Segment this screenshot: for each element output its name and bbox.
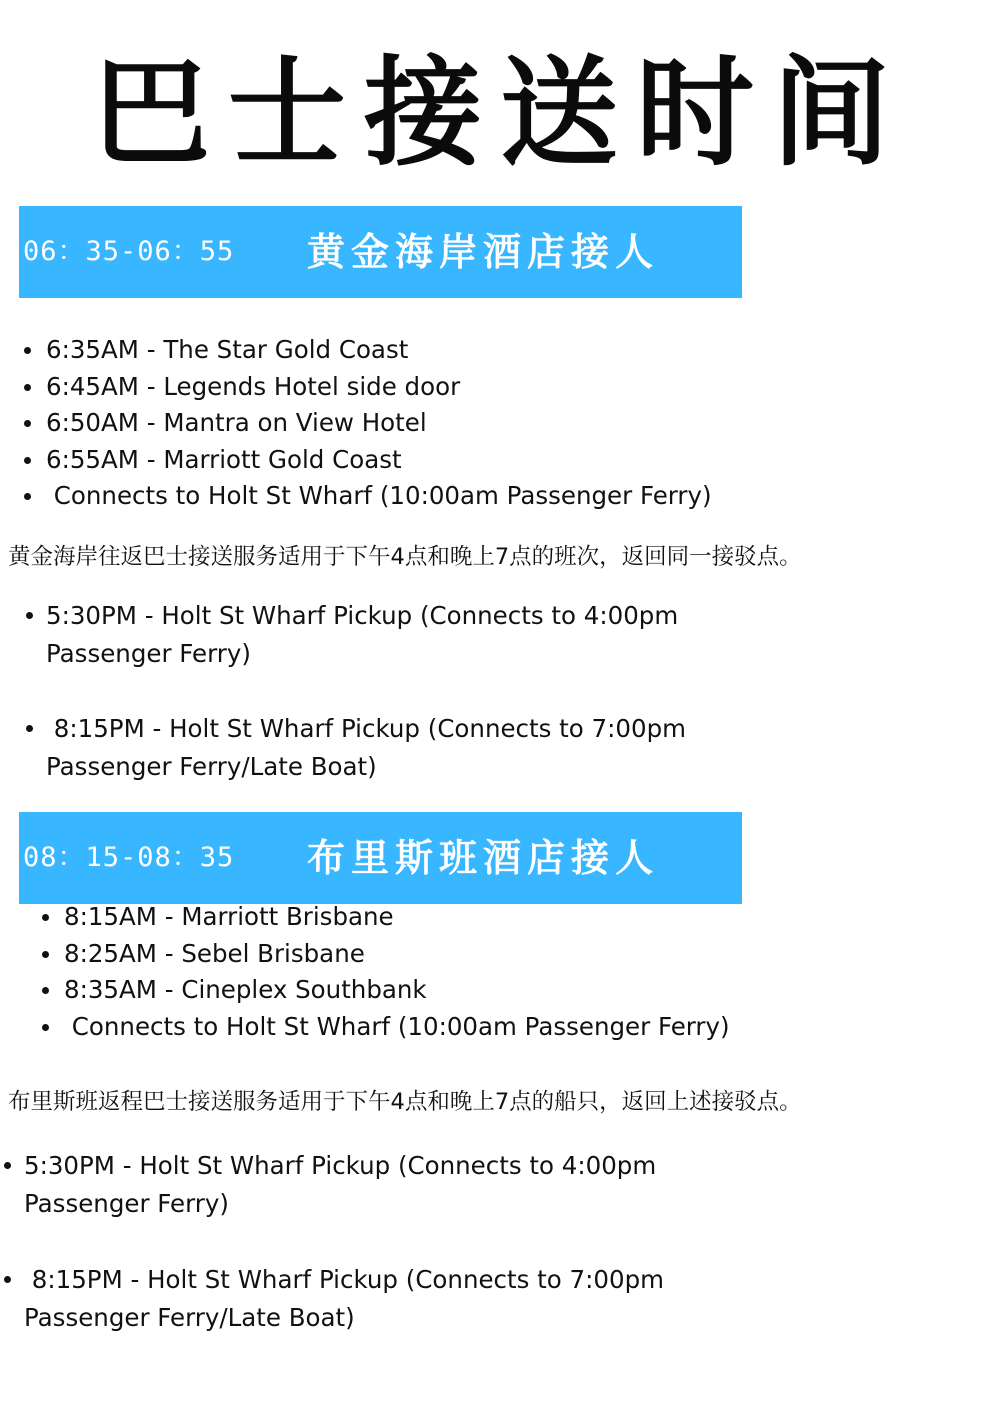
brisbane-stop-list (64, 899, 730, 1045)
list-item: 6:50AM - Mantra on View Hotel (46, 405, 712, 442)
gold-coast-stop-list (46, 332, 712, 515)
bullet (4, 1162, 11, 1169)
gold-coast-return-item-2: 8:15PM - Holt St Wharf Pickup (Connects to 7:00pm Passenger Ferry/Late Boat) (46, 710, 686, 786)
list-item: Connects to Holt St Wharf (10:00am Passenger Ferry) (46, 478, 712, 515)
list-item: 8:35AM - Cineplex Southbank (64, 972, 730, 1009)
list-item: 6:45AM - Legends Hotel side door (46, 369, 712, 406)
brisbane-return-item-1: 5:30PM - Holt St Wharf Pickup (Connects to 4:00pm Passenger Ferry) (24, 1147, 656, 1223)
bullet (26, 725, 33, 732)
list-item: 8:15AM - Marriott Brisbane (64, 899, 730, 936)
list-item: 6:35AM - The Star Gold Coast (46, 332, 712, 369)
brisbane-return-note: 布里斯班返程巴士接送服务适用于下午4点和晚上7点的船只，返回上述接驳点。 (8, 1089, 802, 1115)
gold-coast-time-range: 06：35-06：55 (23, 236, 235, 267)
gold-coast-banner (19, 206, 742, 298)
gold-coast-banner-label: 黄金海岸酒店接人 (307, 229, 660, 274)
brisbane-return-item-2: 8:15PM - Holt St Wharf Pickup (Connects to 7:00pm Passenger Ferry/Late Boat) (24, 1261, 664, 1337)
gold-coast-return-item-1: 5:30PM - Holt St Wharf Pickup (Connects to 4:00pm Passenger Ferry) (46, 597, 678, 673)
bullet (4, 1276, 11, 1283)
gold-coast-return-note: 黄金海岸往返巴士接送服务适用于下午4点和晚上7点的班次，返回同一接驳点。 (8, 544, 802, 570)
brisbane-banner-label: 布里斯班酒店接人 (307, 835, 660, 880)
list-item: Connects to Holt St Wharf (10:00am Passenger Ferry) (64, 1009, 730, 1046)
bullet (26, 612, 33, 619)
brisbane-banner (19, 812, 742, 904)
brisbane-time-range: 08：15-08：35 (23, 842, 235, 873)
page-title: 巴士接送时间 (91, 43, 908, 182)
list-item: 6:55AM - Marriott Gold Coast (46, 442, 712, 479)
list-item: 8:25AM - Sebel Brisbane (64, 936, 730, 973)
